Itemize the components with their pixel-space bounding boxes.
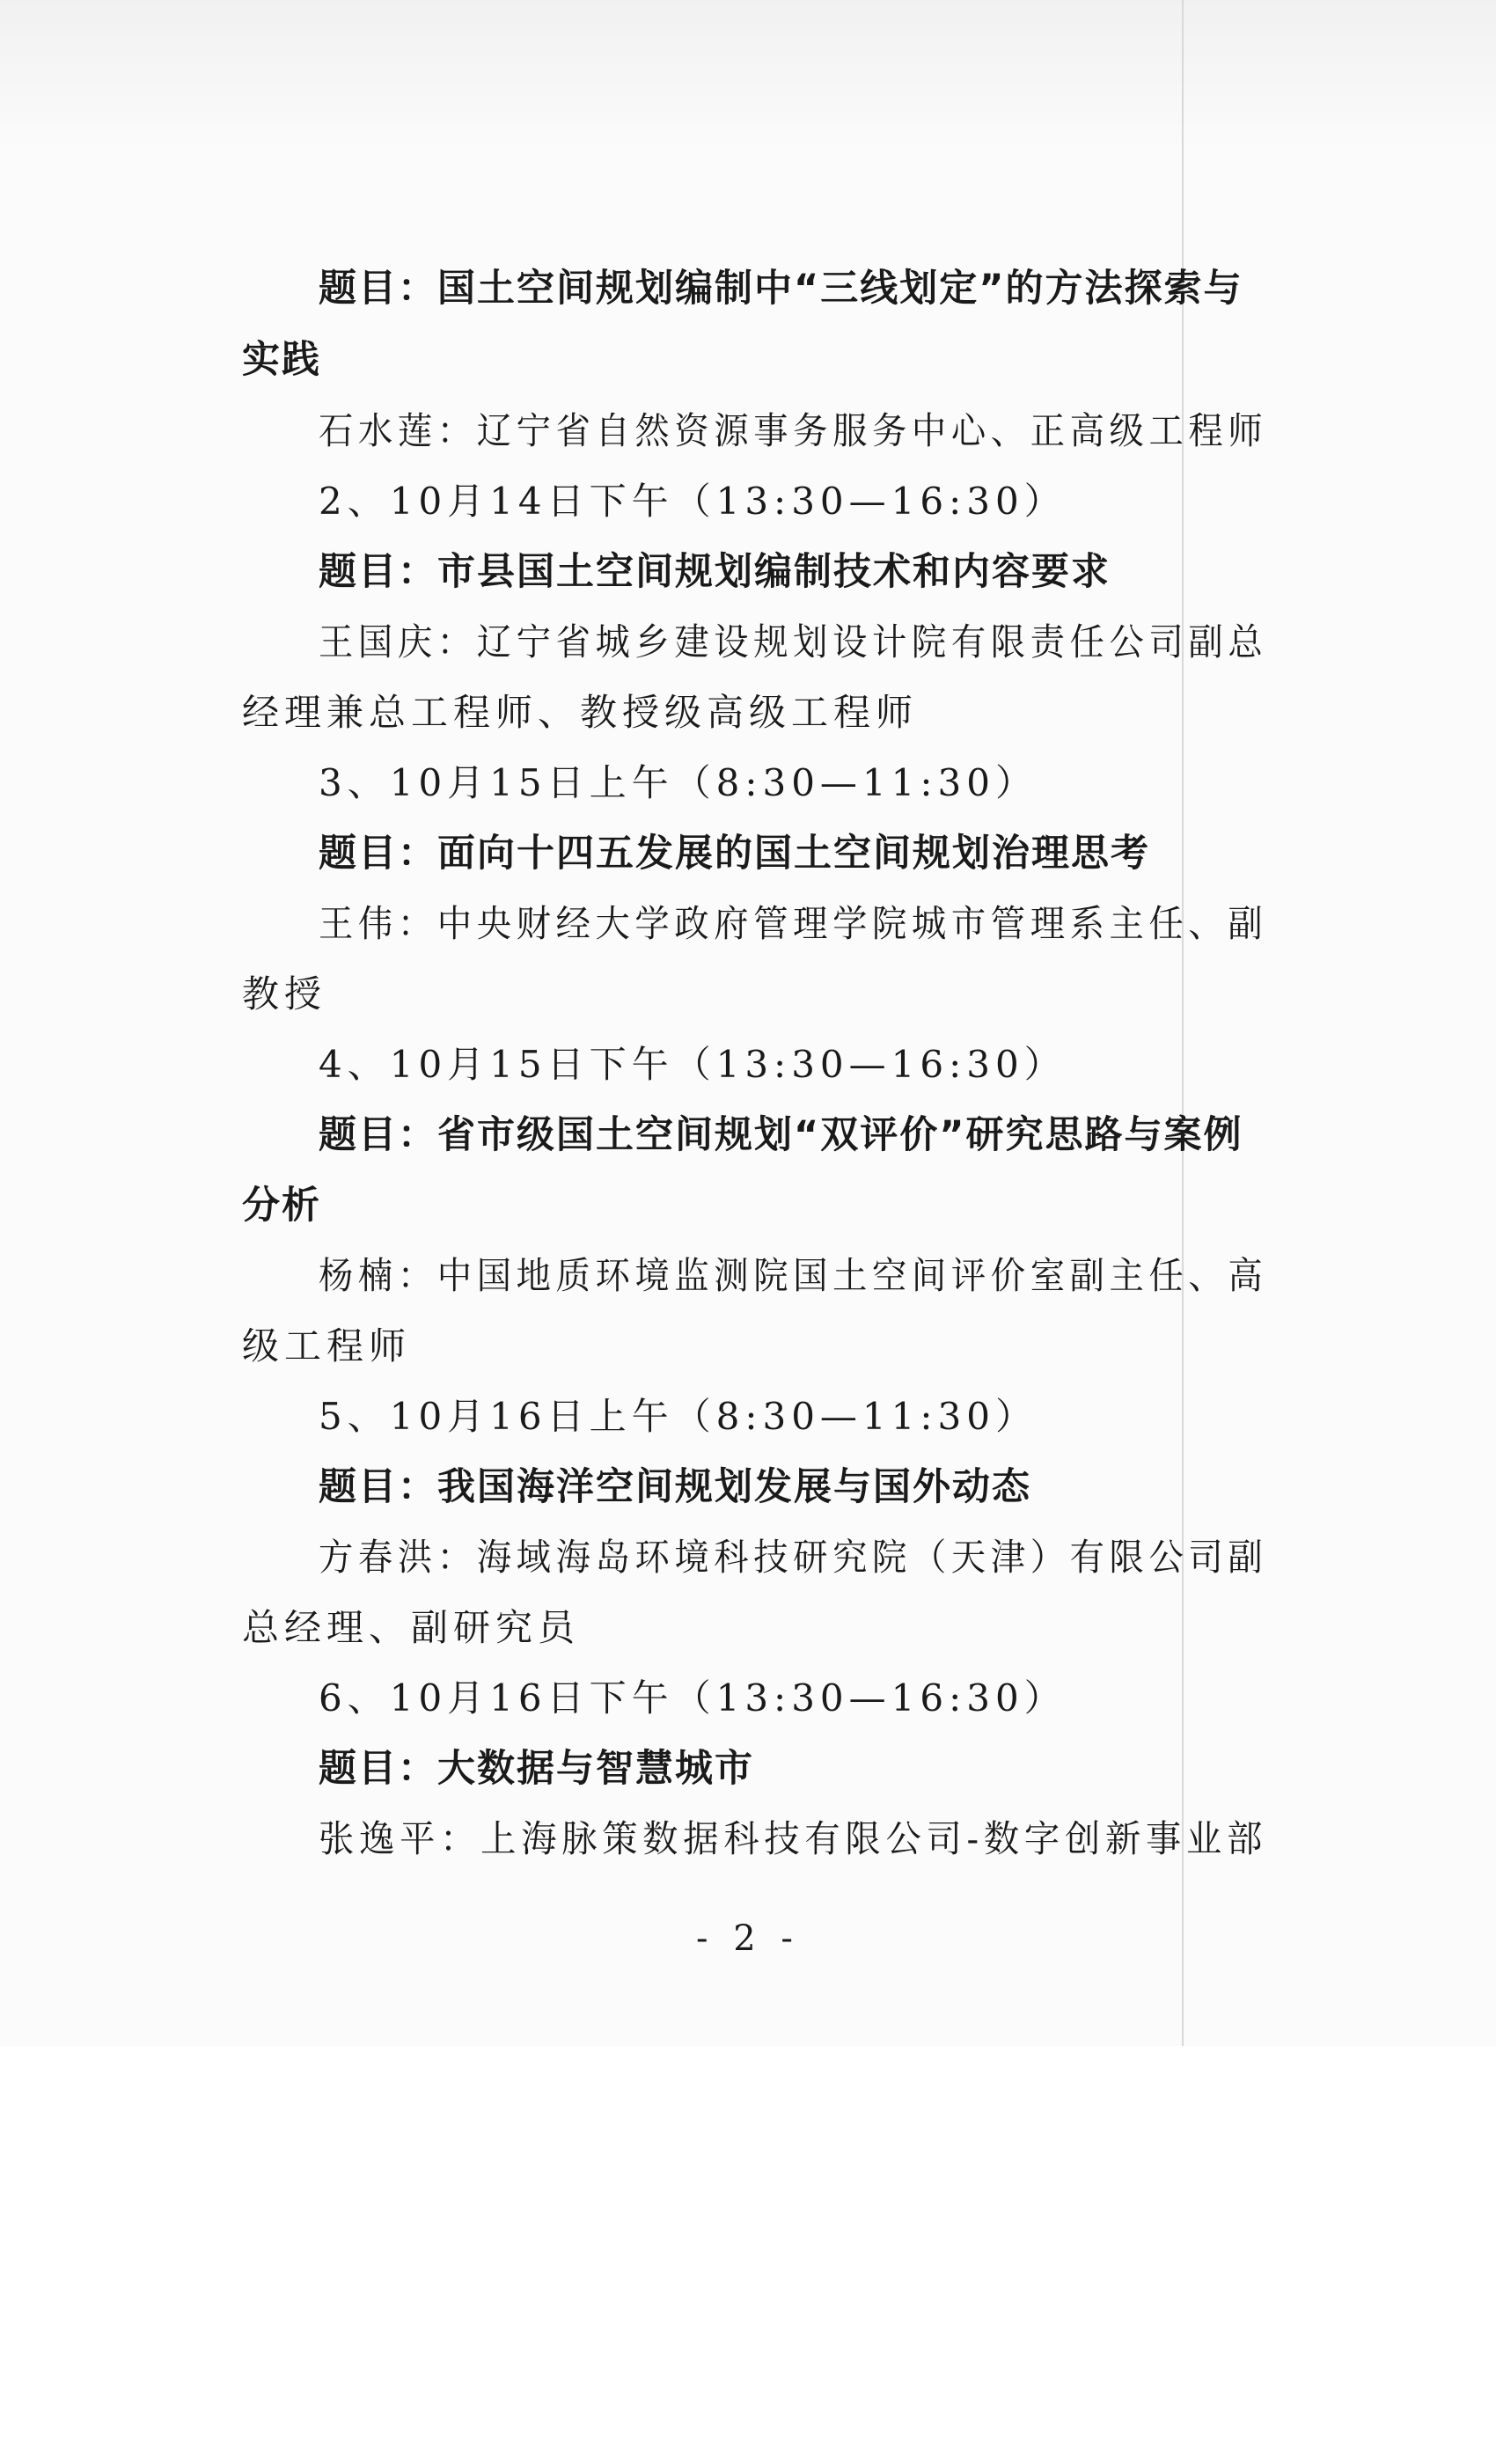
session-3-speaker-cont: 教授 <box>242 972 327 1016</box>
session-5-speaker-cont: 总经理、副研究员 <box>242 1606 581 1649</box>
session-6-speaker: 张逸平：上海脉策数据科技有限公司-数字创新事业部 <box>319 1817 1268 1860</box>
session-5-time: 5、10月16日上午（8:30—11:30） <box>319 1395 1038 1438</box>
session-6-time: 6、10月16日下午（13:30—16:30） <box>319 1676 1067 1720</box>
session-4-title-cont: 分析 <box>242 1184 321 1228</box>
session-2-time: 2、10月14日下午（13:30—16:30） <box>319 480 1067 523</box>
session-5-title: 题目：我国海洋空间规划发展与国外动态 <box>319 1465 1031 1509</box>
session-6-title: 题目：大数据与智慧城市 <box>319 1747 754 1791</box>
session-2-title: 题目：市县国土空间规划编制技术和内容要求 <box>319 550 1111 594</box>
session-5-speaker: 方春洪：海域海岛环境科技研究院（天津）有限公司副 <box>319 1536 1268 1579</box>
page-number: - 2 - <box>696 1918 800 1959</box>
scan-shade <box>0 0 1496 150</box>
session-4-speaker-cont: 级工程师 <box>242 1324 412 1368</box>
session-4-title: 题目：省市级国土空间规划“双评价”研究思路与案例 <box>319 1113 1243 1157</box>
session-2-speaker: 王国庆：辽宁省城乡建设规划设计院有限责任公司副总 <box>319 620 1268 664</box>
session-1-speaker: 石水莲：辽宁省自然资源事务服务中心、正高级工程师 <box>319 409 1268 452</box>
session-2-speaker-cont: 经理兼总工程师、教授级高级工程师 <box>242 691 919 734</box>
session-1-title: 题目：国土空间规划编制中“三线划定”的方法探索与 <box>319 267 1243 311</box>
session-3-time: 3、10月15日上午（8:30—11:30） <box>319 761 1038 804</box>
session-1-title-cont: 实践 <box>242 338 321 382</box>
session-4-time: 4、10月15日下午（13:30—16:30） <box>319 1043 1067 1086</box>
session-3-speaker: 王伟：中央财经大学政府管理学院城市管理系主任、副 <box>319 902 1268 945</box>
session-4-speaker: 杨楠：中国地质环境监测院国土空间评价室副主任、高 <box>319 1254 1268 1297</box>
session-3-title: 题目：面向十四五发展的国土空间规划治理思考 <box>319 832 1150 876</box>
